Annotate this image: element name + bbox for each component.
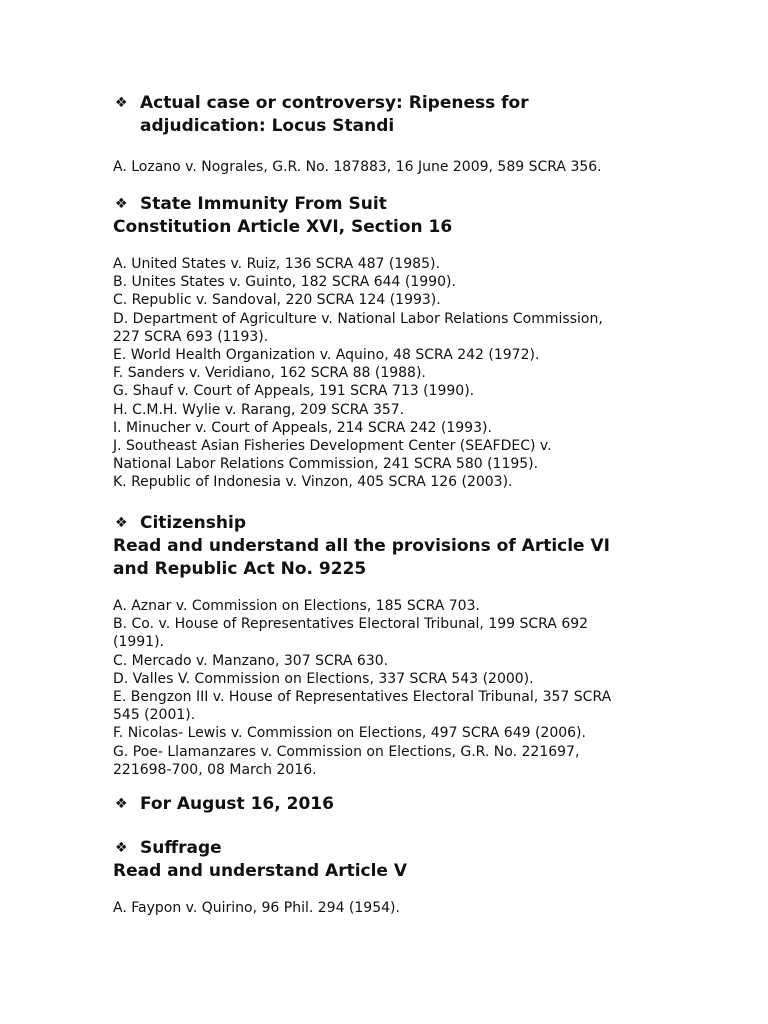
case-citation: F. Sanders v. Veridiano, 162 SCRA 88 (1988). [113, 365, 426, 382]
case-citation: C. Republic v. Sandoval, 220 SCRA 124 (1993). [113, 292, 441, 309]
section-state-immunity [113, 193, 673, 492]
case-citation: J. Southeast Asian Fisheries Development Center (SEAFDEC) v. [113, 438, 552, 455]
case-citation: K. Republic of Indonesia v. Vinzon, 405 SCRA 126 (2003). [113, 474, 513, 491]
section-subheading: Read and understand Article V [113, 861, 408, 881]
case-citation: A. United States v. Ruiz, 136 SCRA 487 (1985). [113, 256, 440, 272]
section-heading-continued [113, 115, 673, 138]
heading-text: Suffrage [140, 838, 222, 858]
section-heading [113, 92, 673, 115]
section-subheading: Read and understand all the provisions of Article VI [113, 536, 610, 556]
section-heading [113, 837, 673, 860]
case-citation: A. Faypon v. Quirino, 96 Phil. 294 (1954). [113, 900, 400, 916]
bullet-diamond-icon: ❖ [115, 196, 128, 212]
heading-text: adjudication: Locus Standi [140, 116, 395, 136]
case-citation: National Labor Relations Commission, 241 SCRA 580 (1195). [113, 456, 539, 473]
section-suffrage [113, 837, 673, 917]
section-actual-case [113, 92, 673, 176]
bullet-diamond-icon: ❖ [115, 95, 128, 111]
bullet-diamond-icon: ❖ [115, 515, 128, 531]
heading-text: Actual case or controversy: Ripeness for [140, 93, 529, 113]
heading-text: For August 16, 2016 [140, 794, 334, 814]
section-heading [113, 793, 673, 816]
section-citizenship [113, 512, 673, 779]
case-citation: A. Lozano v. Nograles, G.R. No. 187883, 16 June 2009, 589 SCRA 356. [113, 159, 602, 175]
case-citation: D. Valles V. Commission on Elections, 337 SCRA 543 (2000). [113, 670, 534, 687]
case-citation: E. Bengzon III v. House of Representatives Electoral Tribunal, 357 SCRA [113, 689, 612, 706]
case-citation: A. Aznar v. Commission on Elections, 185 SCRA 703. [113, 598, 480, 614]
case-citation: E. World Health Organization v. Aquino, 48 SCRA 242 (1972). [113, 347, 540, 364]
section-subheading: Constitution Article XVI, Section 16 [113, 217, 453, 237]
case-citation: H. C.M.H. Wylie v. Rarang, 209 SCRA 357. [113, 401, 405, 418]
bullet-diamond-icon: ❖ [115, 840, 128, 856]
case-citation: B. Co. v. House of Representatives Electoral Tribunal, 199 SCRA 692 [113, 616, 589, 633]
case-citation: D. Department of Agriculture v. National Labor Relations Commission, [113, 310, 603, 327]
case-citation: (1991). [113, 634, 165, 651]
case-citation: B. Unites States v. Guinto, 182 SCRA 644 (1990). [113, 274, 456, 291]
case-citation: F. Nicolas- Lewis v. Commission on Elections, 497 SCRA 649 (2006). [113, 725, 586, 742]
case-citation: G. Shauf v. Court of Appeals, 191 SCRA 713 (1990). [113, 383, 475, 400]
heading-text: Citizenship [140, 513, 247, 533]
case-citation: C. Mercado v. Manzano, 307 SCRA 630. [113, 652, 389, 669]
case-citation: 227 SCRA 693 (1193). [113, 328, 269, 345]
heading-text: State Immunity From Suit [140, 194, 387, 214]
bullet-diamond-icon: ❖ [115, 796, 128, 812]
section-subheading: and Republic Act No. 9225 [113, 559, 367, 579]
section-heading [113, 512, 673, 535]
case-citation: I. Minucher v. Court of Appeals, 214 SCRA 242 (1993). [113, 419, 492, 436]
case-citation: G. Poe- Llamanzares v. Commission on Elections, G.R. No. 221697, [113, 743, 580, 760]
case-citation: 221698-700, 08 March 2016. [113, 761, 317, 778]
case-citation: 545 (2001). [113, 707, 196, 724]
section-date-marker [113, 793, 673, 816]
section-heading [113, 193, 673, 216]
